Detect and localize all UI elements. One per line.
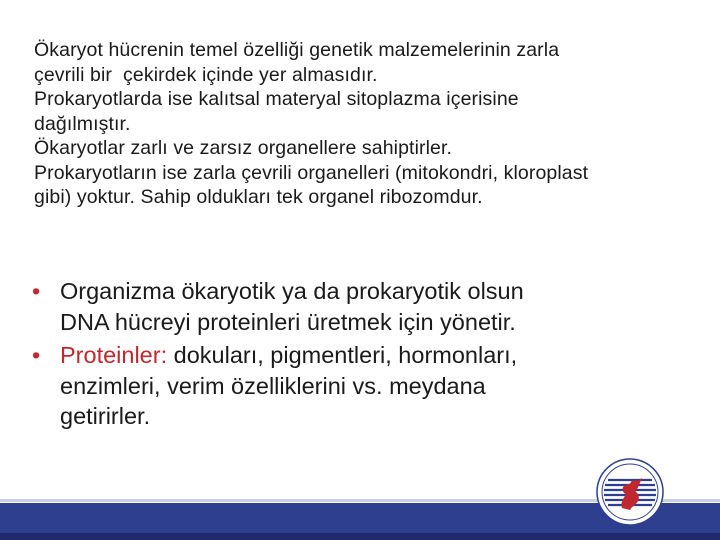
intro-line: Prokaryotlarda ise kalıtsal materyal sitoplazma içerisine	[34, 88, 519, 110]
intro-line: Ökaryot hücrenin temel özelliği genetik malzemelerinin zarla	[34, 39, 560, 61]
university-seal-icon	[596, 458, 664, 526]
bullet-item-proteins	[30, 340, 670, 432]
bullet-line: Organizma ökaryotik ya da prokaryotik olsun	[60, 278, 524, 304]
bullet-marker: •	[32, 342, 41, 368]
intro-line: Ökaryotlar zarlı ve zarsız organellere sahiptirler.	[34, 137, 453, 159]
intro-line: dağılmıştır.	[34, 112, 131, 135]
bullet-list	[30, 276, 670, 435]
bullet-marker: •	[32, 278, 41, 304]
bullet-line: getirirler.	[60, 403, 151, 429]
intro-line: gibi) yoktur. Sahip oldukları tek organel ribozomdur.	[34, 186, 483, 208]
intro-line: Prokaryotların ise zarla çevrili organelleri (mitokondri, kloroplast	[34, 161, 589, 184]
intro-line: çevrili bir çekirdek içinde yer almasıdır.	[34, 63, 378, 86]
bullet-line: dokuları, pigmentleri, hormonları,	[167, 342, 518, 368]
bullet-item-dna	[30, 276, 670, 337]
bullet-highlight-term: Proteinler:	[60, 342, 168, 368]
bullet-line: enzimleri, verim özelliklerini vs. meydana	[60, 372, 486, 399]
intro-paragraph	[34, 38, 714, 210]
bullet-line: DNA hücreyi proteinleri üretmek için yönetir.	[60, 308, 516, 335]
footer-stripe-dark	[0, 533, 720, 540]
